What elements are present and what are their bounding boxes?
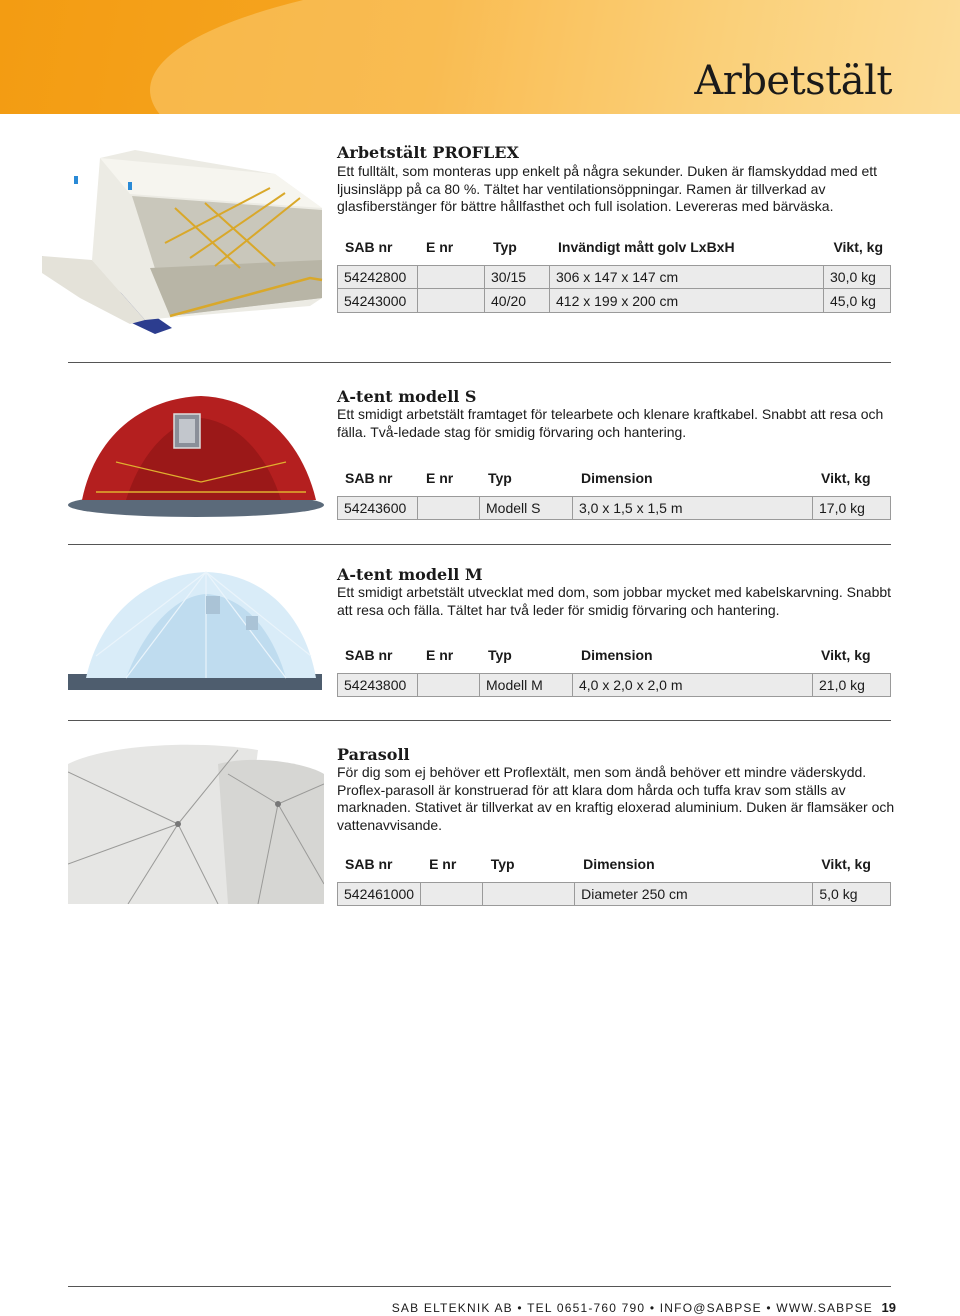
cell-dimension: 3,0 x 1,5 x 1,5 m xyxy=(573,496,813,520)
product-title: Arbetstält PROFLEX xyxy=(337,143,519,162)
a-tent-s-image xyxy=(66,392,324,520)
column-header: E nr xyxy=(426,647,454,663)
table-row xyxy=(337,289,891,313)
column-header: SAB nr xyxy=(345,470,393,486)
spec-table xyxy=(337,466,891,520)
product-description: Ett fulltält, som monteras upp enkelt på några sekunder. Duken är flamskyddad med ett ljusinsläpp på ca 80 %. Tältet har ventilationsöppningar. Ramen är tillverkad av glasfiberstänger för bättre hållfasthet och full isolation. Levereras med bärväska. xyxy=(337,163,878,214)
cell-typ: Modell S xyxy=(480,496,573,520)
table-row xyxy=(337,265,891,289)
product-description: Ett smidigt arbetstält utvecklat med dom, som jobbar mycket med kabelskarvning. Snabbt att resa och fälla. Tältet har två leder för smidig förvaring och hantering. xyxy=(337,584,892,618)
page-number: 19 xyxy=(881,1300,896,1315)
cell-typ: Modell M xyxy=(480,673,573,697)
column-header: Invändigt mått golv LxBxH xyxy=(558,239,735,255)
column-header: Typ xyxy=(493,239,517,255)
table-row xyxy=(337,673,891,697)
column-header: Dimension xyxy=(581,647,653,663)
column-header: E nr xyxy=(426,470,454,486)
cell-sab-nr: 54243600 xyxy=(337,496,418,520)
column-header: SAB nr xyxy=(345,239,393,255)
cell-e-nr xyxy=(418,289,485,313)
page-footer xyxy=(392,1300,896,1315)
cell-e-nr xyxy=(418,673,480,697)
column-header: Vikt, kg xyxy=(821,856,871,872)
section-divider xyxy=(68,362,891,363)
column-header: Vikt, kg xyxy=(833,239,883,255)
product-title: Parasoll xyxy=(337,745,410,764)
cell-sab-nr: 54243000 xyxy=(337,289,418,313)
product-title: A-tent modell S xyxy=(337,387,477,406)
footer-divider xyxy=(68,1286,891,1287)
cell-vikt: 21,0 kg xyxy=(813,673,891,697)
column-header: E nr xyxy=(429,856,457,872)
cell-typ: 30/15 xyxy=(485,265,550,289)
column-header: Typ xyxy=(488,647,512,663)
column-header: Vikt, kg xyxy=(821,647,871,663)
product-description: Ett smidigt arbetstält framtaget för telearbete och klenare kraftkabel. Snabbt att resa och fälla. Två-ledade stag för smidig förvaring och hantering. xyxy=(337,406,884,440)
cell-vikt: 30,0 kg xyxy=(824,265,891,289)
column-header: Vikt, kg xyxy=(821,470,871,486)
column-header: Typ xyxy=(488,470,512,486)
product-title: A-tent modell M xyxy=(337,565,483,584)
page-title: Arbetstält xyxy=(694,58,892,104)
page-header xyxy=(0,0,960,114)
table-row xyxy=(337,882,891,906)
cell-e-nr xyxy=(418,265,485,289)
column-header: Dimension xyxy=(581,470,653,486)
cell-e-nr xyxy=(421,882,483,906)
product-description: För dig som ej behöver ett Proflextält, men som ändå behöver ett mindre väderskydd. Proflex-parasoll är konstruerad för att klara dom hårda och tuffa krav som ställs av marknaden. Stativet är tillverkat av en kraftig eloxerad aluminium. Duken är flamsäker och vattenavvisande. xyxy=(337,764,895,833)
spec-table xyxy=(337,235,891,313)
cell-sab-nr: 54243800 xyxy=(337,673,418,697)
cell-dimension: Diameter 250 cm xyxy=(575,882,813,906)
cell-matt: 412 x 199 x 200 cm xyxy=(550,289,824,313)
table-row xyxy=(337,496,891,520)
column-header: SAB nr xyxy=(345,647,393,663)
a-tent-m-image xyxy=(66,566,324,694)
cell-sab-nr: 54242800 xyxy=(337,265,418,289)
section-divider xyxy=(68,720,891,721)
column-header: E nr xyxy=(426,239,454,255)
parasoll-image xyxy=(68,744,324,904)
cell-vikt: 17,0 kg xyxy=(813,496,891,520)
cell-vikt: 5,0 kg xyxy=(813,882,891,906)
proflex-tent-image xyxy=(40,148,325,338)
cell-e-nr xyxy=(418,496,480,520)
cell-matt: 306 x 147 x 147 cm xyxy=(550,265,824,289)
section-divider xyxy=(68,544,891,545)
cell-vikt: 45,0 kg xyxy=(824,289,891,313)
spec-table xyxy=(337,643,891,697)
cell-dimension: 4,0 x 2,0 x 2,0 m xyxy=(573,673,813,697)
spec-table xyxy=(337,852,891,906)
cell-sab-nr: 542461000 xyxy=(337,882,421,906)
cell-typ xyxy=(483,882,575,906)
column-header: Typ xyxy=(490,856,515,872)
column-header: SAB nr xyxy=(345,856,393,872)
cell-typ: 40/20 xyxy=(485,289,550,313)
column-header: Dimension xyxy=(583,856,655,872)
footer-contact: SAB ELTEKNIK AB • TEL 0651-760 790 • INFO@SABPSE • WWW.SABPSE xyxy=(391,1301,873,1315)
